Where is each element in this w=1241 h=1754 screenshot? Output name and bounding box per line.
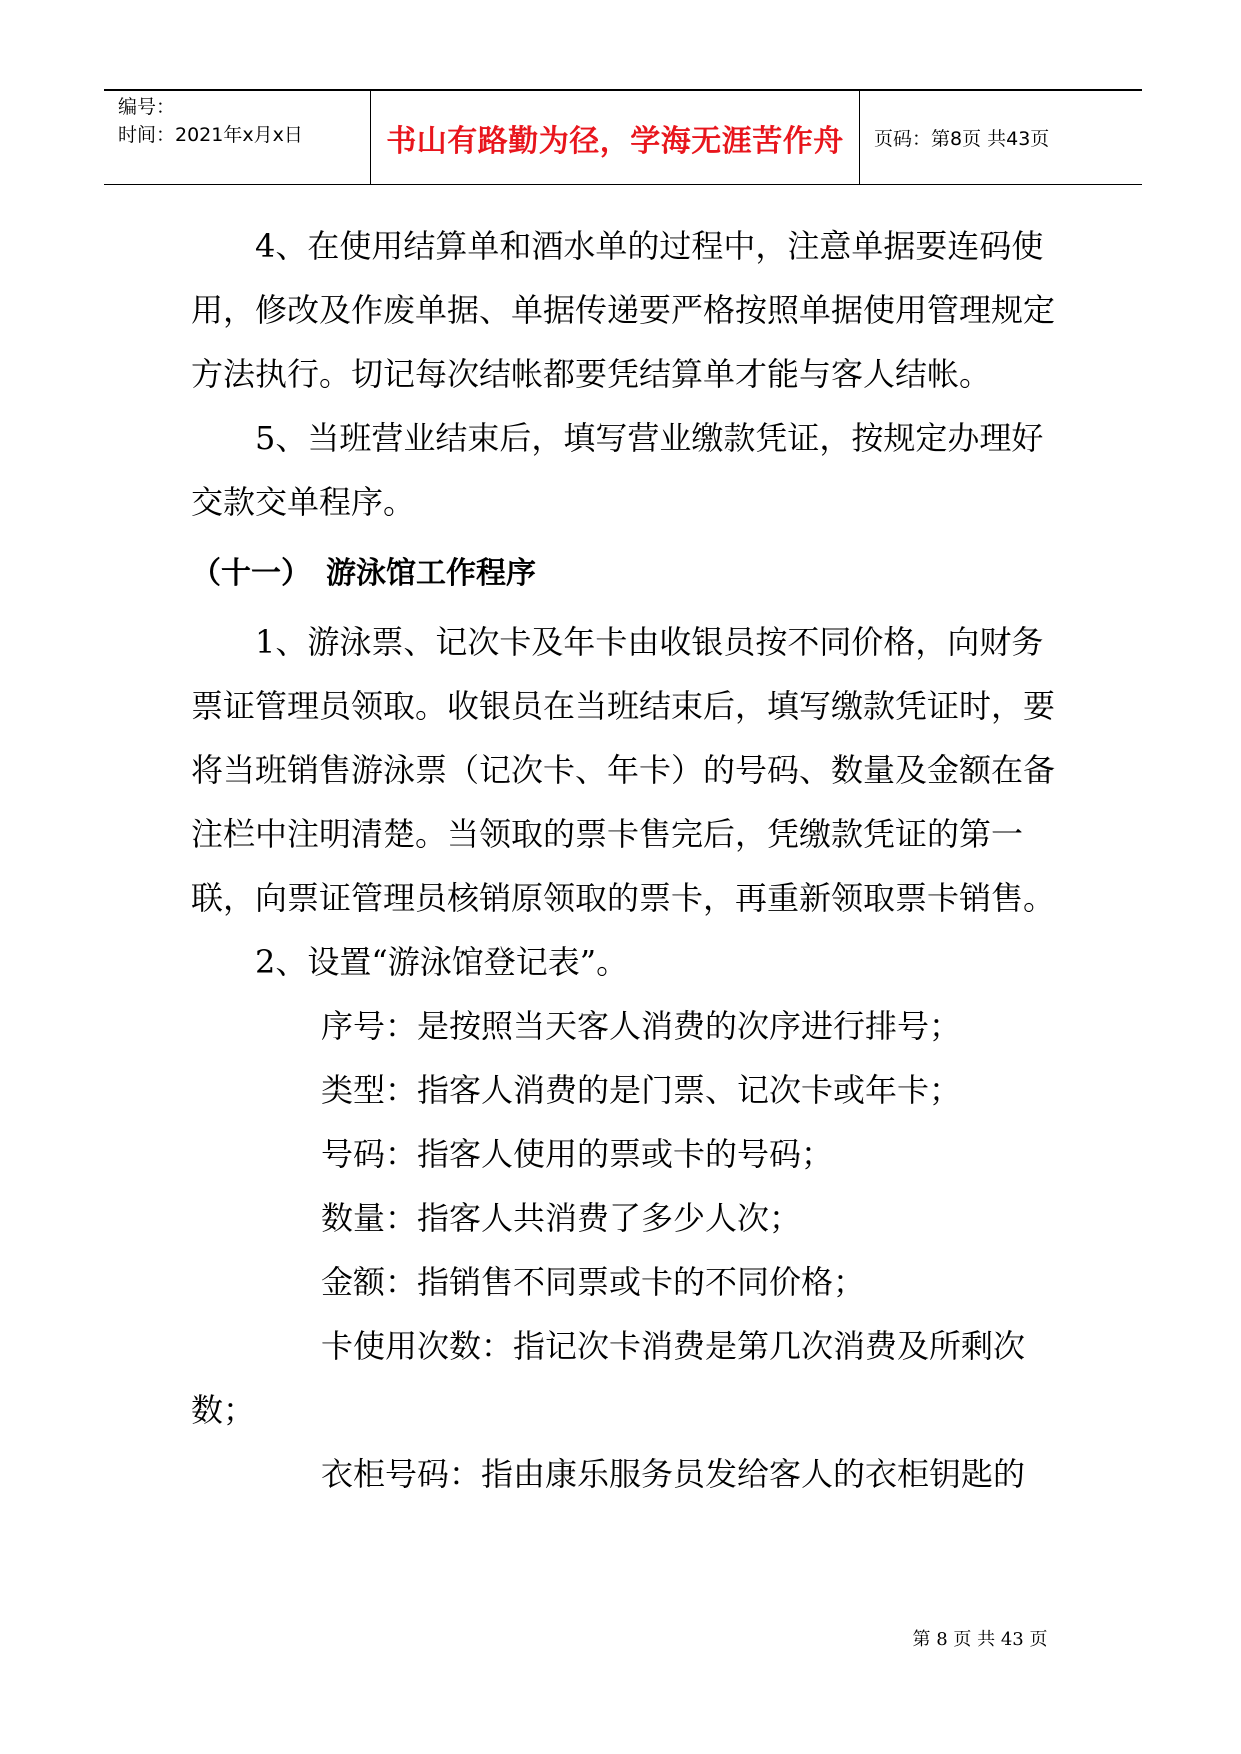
- paragraph-4: 4、在使用结算单和酒水单的过程中，注意单据要连码使用，修改及作废单据、单据传递要严格按照单据使用管理规定方法执行。切记每次结帐都要凭结算单才能与客人结帐。: [191, 227, 1056, 393]
- document-body: [191, 214, 1061, 1506]
- header-motto-cell: [370, 91, 860, 184]
- list-item-locker: 衣柜号码：指由康乐服务员发给客人的衣柜钥匙的: [321, 1455, 1026, 1493]
- header-page-info: [860, 91, 1142, 184]
- section-heading: （十一） 游泳馆工作程序: [191, 556, 536, 591]
- list-item: 类型：指客人消费的是门票、记次卡或年卡；: [321, 1071, 962, 1109]
- header-meta: [104, 91, 370, 184]
- serial-label: 编号：: [118, 96, 176, 118]
- motto-text: 书山有路勤为径，学海无涯苦作舟: [386, 123, 844, 159]
- paragraph-5: 5、当班营业结束后，填写营业缴款凭证，按规定办理好交款交单程序。: [191, 419, 1044, 521]
- page-footer: [880, 1625, 1080, 1651]
- footer-page-number: 第 8 页 共 43 页: [912, 1629, 1048, 1650]
- list-item: 序号：是按照当天客人消费的次序进行排号；: [321, 1007, 962, 1045]
- list-item: 号码：指客人使用的票或卡的号码；: [321, 1135, 834, 1173]
- page-header: [104, 89, 1142, 185]
- paragraph-2: 2、设置“游泳馆登记表”。: [255, 943, 629, 981]
- time-label: 时间：2021年x月x日: [118, 124, 303, 146]
- list-item: 金额：指销售不同票或卡的不同价格；: [321, 1263, 866, 1301]
- list-item: 数量：指客人共消费了多少人次；: [321, 1199, 802, 1237]
- list-item-card-usage: 卡使用次数：指记次卡消费是第几次消费及所剩次数；: [191, 1327, 1026, 1429]
- page-info-text: 页码：第8页 共43页: [874, 128, 1050, 150]
- paragraph-1: 1、游泳票、记次卡及年卡由收银员按不同价格，向财务票证管理员领取。收银员在当班结束后，填写缴款凭证时，要将当班销售游泳票（记次卡、年卡）的号码、数量及金额在备注栏中注明清楚。当领取的票卡售完后，凭缴款凭证的第一联，向票证管理员核销原领取的票卡，再重新领取票卡销售。: [191, 623, 1056, 917]
